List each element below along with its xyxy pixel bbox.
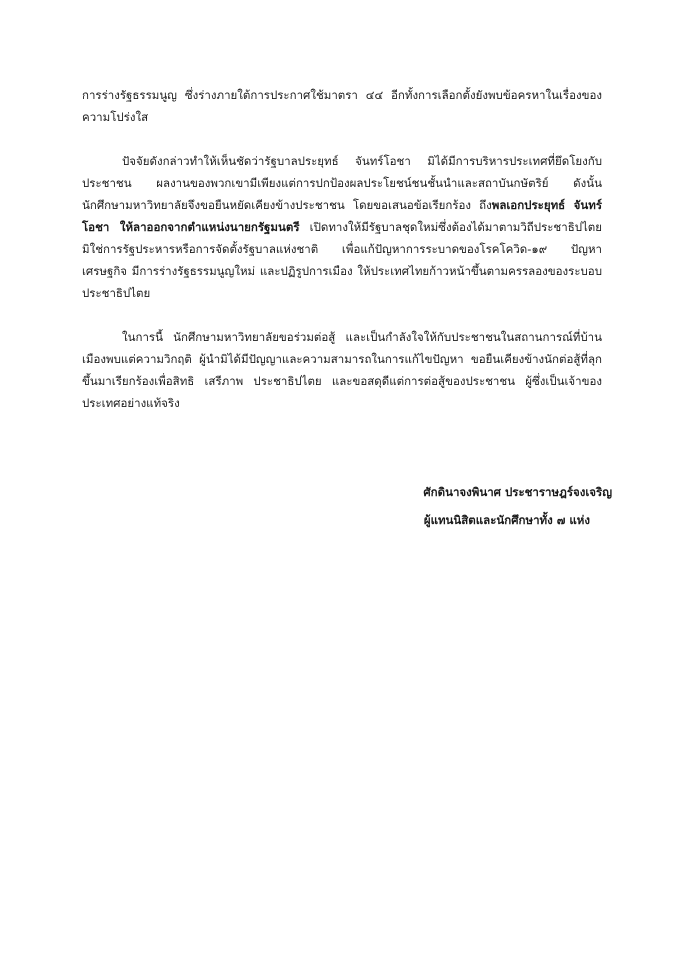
signature-slogan: ศักดินาจงพินาศ ประชาราษฎร์จงเจริญ bbox=[423, 485, 612, 499]
signature-signatory: ผู้แทนนิสิตและนักศึกษาทั้ง ๗ แห่ง bbox=[423, 513, 590, 527]
paragraph-2-text-a: ปัจจัยดังกล่าวทำให้เห็นชัดว่ารัฐบาลประยุทธ์ จันทร์โอชา มิได้มีการบริหารประเทศที่ยึดโยงกับประชาชน ผลงานของพวกเขามีเพียงแต่การปกป้องผลประโยชน์ชนชั้นนำและสถาบันกษัตริย์ ดังนั้น นักศึกษามหาวิทยาลัยจึงขอยืนหยัดเคียงข้างประชาชน โดยขอเสนอข้อเรียกร้อง ถึง bbox=[82, 154, 602, 212]
paragraph-2 bbox=[82, 150, 602, 304]
paragraph-1: การร่างรัฐธรรมนูญ ซึ่งร่างภายใต้การประกาศใช้มาตรา ๔๔ อีกทั้งการเลือกตั้งยังพบข้อครหาในเรื่องของความโปร่งใส bbox=[82, 88, 602, 124]
paragraph-2-text-b: เปิดทางให้มีรัฐบาลชุดใหม่ซึ่งต้องได้มาตามวิถีประชาธิปไตย มิใช่การรัฐประหารหรือการจัดตั้งรัฐบาลแห่งชาติ เพื่อแก้ปัญหาการระบาดของโรคโควิด-๑๙ ปัญหาเศรษฐกิจ มีการร่างรัฐธรรมนูญใหม่ และปฏิรูปการเมือง ให้ประเทศไทยก้าวหน้าขึ้นตามครรลองของระบอบประชาธิปไตย bbox=[82, 220, 602, 300]
paragraph-2-demand-bold: พลเอกประยุทธ์ จันทร์โอชา ให้ลาออกจากตำแหน่งนายกรัฐมนตรี bbox=[82, 198, 602, 234]
paragraph-3: ในการนี้ นักศึกษามหาวิทยาลัยขอร่วมต่อสู้ และเป็นกำลังใจให้กับประชาชนในสถานการณ์ที่บ้านเมืองพบแต่ความวิกฤติ ผู้นำมิได้มีปัญญาและความสามารถในการแก้ไขปัญหา ขอยืนเคียงข้างนักต่อสู้ที่ลุกขึ้นมาเรียกร้องเพื่อสิทธิ เสรีภาพ ประชาธิปไตย และขอสดุดีแต่การต่อสู้ของประชาชน ผู้ซึ่งเป็นเจ้าของประเทศอย่างแท้จริง bbox=[82, 330, 602, 410]
